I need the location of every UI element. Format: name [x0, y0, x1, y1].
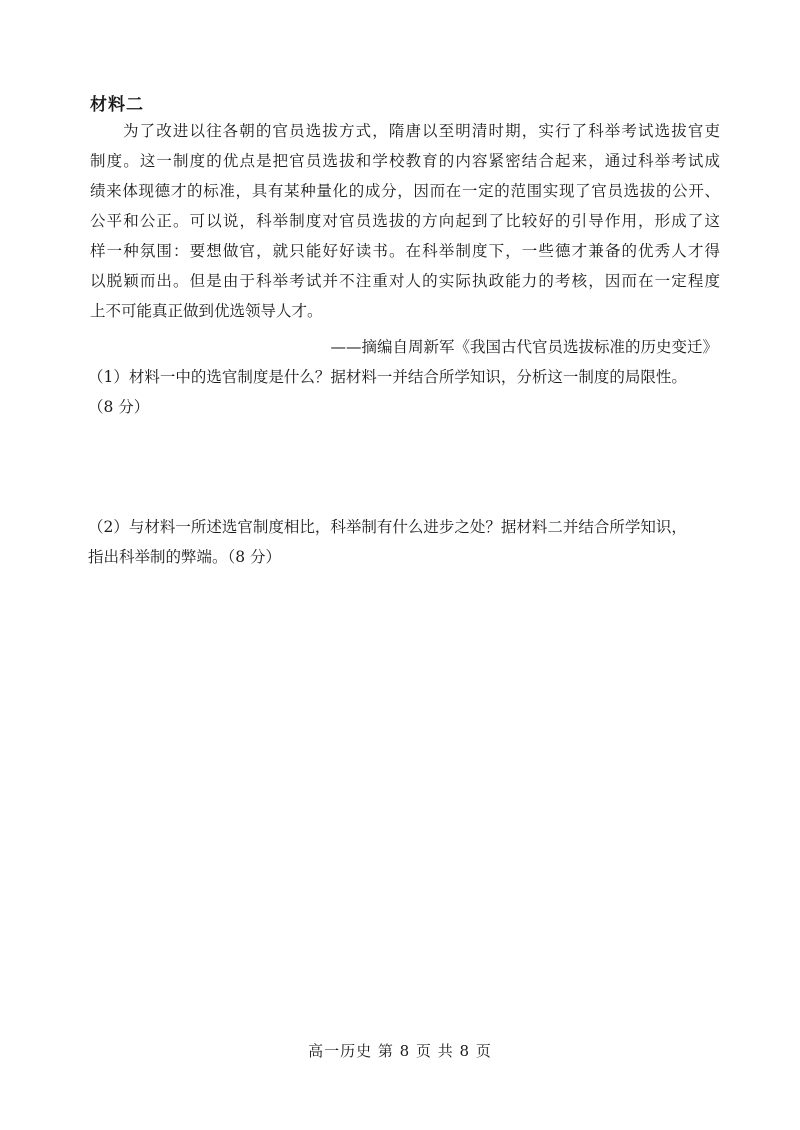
passage-line: 绩来体现德才的标准，具有某种量化的成分，因而在一定的范围实现了官员选拔的公开、	[90, 182, 720, 200]
question-1	[88, 362, 728, 422]
material-passage	[90, 116, 720, 326]
material-source-citation: ——摘编自周新军《我国古代官员选拔标准的历史变迁》	[330, 338, 718, 356]
question-2-text: （2）与材料一所述选官制度相比，科举制有什么进步之处？据材料二并结合所学知识，	[88, 518, 687, 536]
page-footer: 高一历史 第 8 页 共 8 页	[308, 1042, 492, 1060]
question-1-text: （1）材料一中的选官制度是什么？据材料一并结合所学知识，分析这一制度的局限性。	[88, 368, 687, 386]
question-1-points: （8 分）	[88, 398, 150, 416]
passage-line: 上不可能真正做到优选领导人才。	[90, 302, 323, 320]
passage-line: 公平和公正。可以说，科举制度对官员选拔的方向起到了比较好的引导作用，形成了这	[90, 212, 720, 230]
passage-line: 制度。这一制度的优点是把官员选拔和学校教育的内容紧密结合起来，通过科举考试成	[90, 152, 720, 170]
passage-line: 以脱颖而出。但是由于科举考试并不注重对人的实际执政能力的考核，因而在一定程度	[90, 272, 720, 290]
passage-line: 为了改进以往各朝的官员选拔方式，隋唐以至明清时期，实行了科举考试选拔官吏	[123, 122, 720, 140]
question-2-text-continued: 指出科举制的弊端。（8 分）	[88, 548, 282, 566]
passage-line: 样一种氛围：要想做官，就只能好好读书。在科举制度下，一些德才兼备的优秀人才得	[90, 242, 720, 260]
question-2	[88, 512, 728, 572]
material-heading: 材料二	[90, 95, 144, 115]
